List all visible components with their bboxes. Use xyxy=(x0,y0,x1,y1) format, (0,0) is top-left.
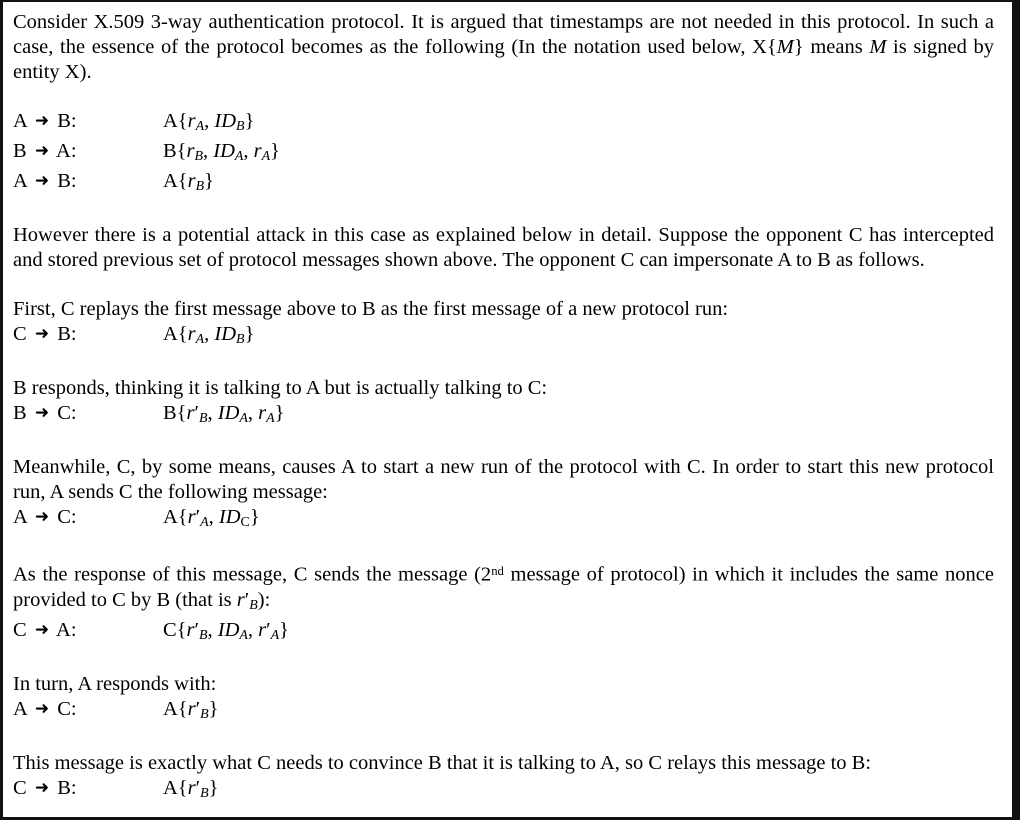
intro-text-part1: Consider X.509 3-way authentication protocol. It is argued that timestamps are not needed in this protocol. In such a case, the essence of the protocol becomes as the following (In the notation used below, X{ xyxy=(13,11,994,58)
step6-endpoints: C ➜ B: xyxy=(13,777,77,800)
protocol-line-1 xyxy=(13,109,994,139)
spacer xyxy=(13,431,994,455)
step4-message-line xyxy=(13,618,994,648)
step3-message-line xyxy=(13,505,994,535)
spacer xyxy=(13,727,994,751)
arrow-icon: ➜ xyxy=(34,171,50,192)
protocol-line-2 xyxy=(13,139,994,169)
step5-message-line xyxy=(13,697,994,727)
step3-text: Meanwhile, C, by some means, causes A to start a new run of the protocol with C. In order to start this new protocol run, A sends C the following message: xyxy=(13,456,994,504)
step5-endpoints: A ➜ C: xyxy=(13,698,77,721)
spacer xyxy=(13,535,994,559)
step1-endpoints: C ➜ B: xyxy=(13,323,77,346)
step6-text: This message is exactly what C needs to convince B that it is talking to A, so C relays this message to B: xyxy=(13,752,872,775)
step5-message: $A\{r'_B\}$ xyxy=(163,698,219,723)
document-content xyxy=(3,2,1012,806)
arrow-icon: ➜ xyxy=(34,111,50,131)
spacer xyxy=(13,352,994,376)
step1-text: First, C replays the first message above to B as the first message of a new protocol run: xyxy=(13,298,729,321)
arrow-icon: ➜ xyxy=(34,778,50,799)
spacer xyxy=(13,648,994,672)
arrow-icon: ➜ xyxy=(34,699,50,720)
step2-text: B responds, thinking it is talking to A but is actually talking to C: xyxy=(13,377,548,400)
intro-italic-m1: M xyxy=(776,36,794,58)
step2-message: $B\{r'_B$, $ID_A$, $r_A$} xyxy=(163,402,285,427)
step4-text-c: ): xyxy=(257,589,271,612)
arrow-icon: ➜ xyxy=(34,141,50,162)
step1-message: $A\{r_A$, $ID_B$} xyxy=(163,323,255,348)
arrow-icon: ➜ xyxy=(34,620,50,641)
protocol-line-2-message: $B\{r_B$, $ID_A$, $r_A$} xyxy=(163,140,281,165)
intro-text-part3: is signed by entity X). xyxy=(13,36,994,83)
protocol-line-1-endpoints: A ➜ B: xyxy=(13,110,77,132)
step4-text-a: As the response of this message, C sends the message (2 xyxy=(13,564,492,587)
step1-message-line xyxy=(13,322,994,352)
protocol-line-3-message: $A\{r_B\}$ xyxy=(163,170,214,195)
intro-paragraph xyxy=(13,10,994,85)
step4-text xyxy=(13,559,994,618)
protocol-line-3 xyxy=(13,169,994,199)
step4-endpoints: C ➜ A: xyxy=(13,619,77,642)
step4-message: $C\{r'_B$, $ID_A$, $r'_A$} xyxy=(163,619,289,644)
arrow-icon: ➜ xyxy=(34,324,50,345)
step3-message: $A\{r'_A$, $ID_C$} xyxy=(163,506,260,531)
spacer xyxy=(13,85,994,109)
attack-intro-paragraph: However there is a potential attack in this case as explained below in detail. Suppose the opponent C has intercepted and stored previous set of protocol messages shown above. The opponent C can impersonate A to B as follows. xyxy=(13,224,994,272)
step4-text-b: message of protocol) in which it includes the same nonce provided to C by B (that is xyxy=(13,564,994,612)
step6-message-line xyxy=(13,776,994,806)
intro-italic-m2: M xyxy=(869,36,887,58)
spacer xyxy=(13,273,994,297)
step4-nonce: $r'_B$ xyxy=(236,589,258,614)
step2-message-line xyxy=(13,401,994,431)
step4-ordinal-suffix: nd xyxy=(491,564,504,579)
protocol-line-3-endpoints: A ➜ B: xyxy=(13,170,77,193)
arrow-icon: ➜ xyxy=(34,403,50,424)
step5-text: In turn, A responds with: xyxy=(13,673,217,696)
protocol-line-2-endpoints: B ➜ A: xyxy=(13,140,77,163)
step3-endpoints: A ➜ C: xyxy=(13,506,77,529)
protocol-line-1-message: $A\{r_A$, $ID_B$} xyxy=(163,110,255,135)
step6-message: $A\{r'_B\}$ xyxy=(163,777,219,802)
protocol-block-1 xyxy=(13,109,994,199)
step2-endpoints: B ➜ C: xyxy=(13,402,77,425)
intro-text-part2: } means xyxy=(793,36,870,58)
arrow-icon: ➜ xyxy=(34,507,50,528)
spacer xyxy=(13,199,994,223)
